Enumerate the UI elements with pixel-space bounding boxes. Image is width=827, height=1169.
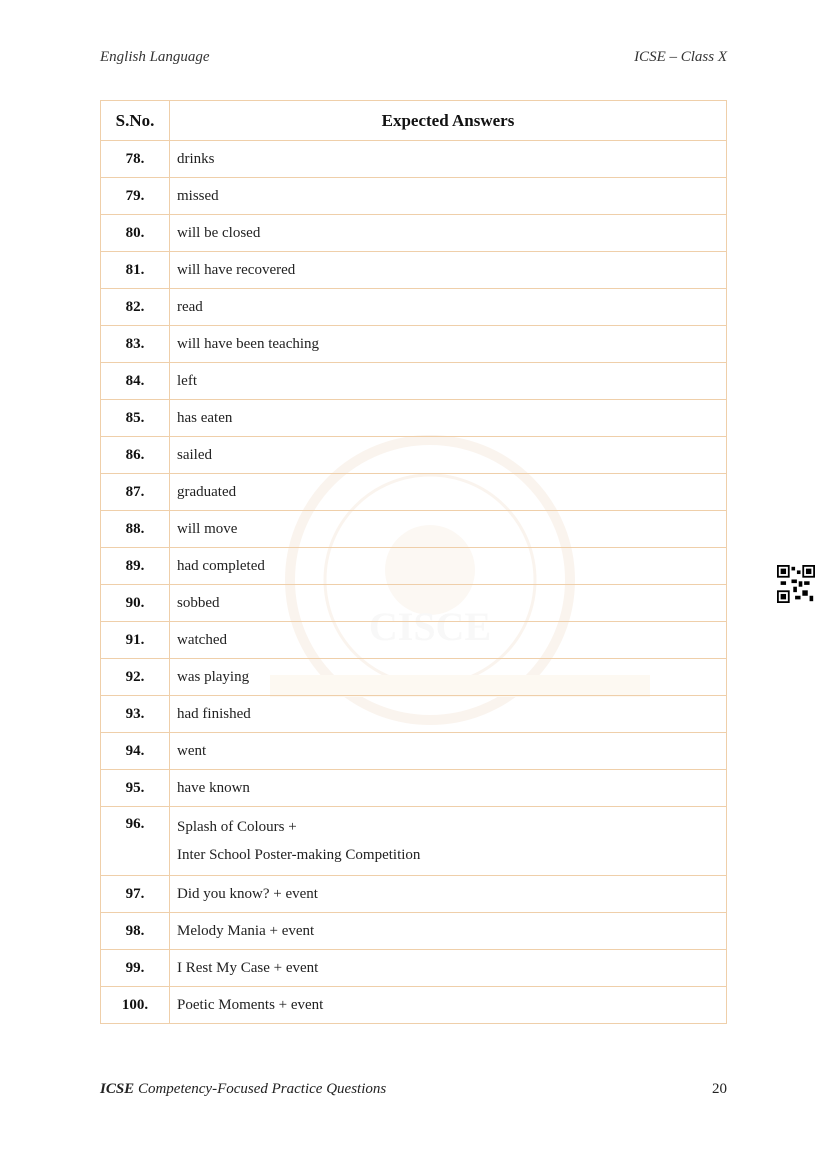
- serial-number: 99.: [101, 950, 170, 987]
- answer-line: will have recovered: [177, 261, 296, 278]
- answers-table: [100, 100, 727, 1024]
- header-subject: English Language: [100, 49, 210, 65]
- expected-answer: [170, 876, 727, 913]
- serial-number: 82.: [101, 289, 170, 326]
- serial-number: 100.: [101, 987, 170, 1024]
- answer-line: sobbed: [177, 594, 220, 611]
- footer-subtitle: Competency-Focused Practice Questions: [134, 1081, 387, 1097]
- expected-answer: [170, 733, 727, 770]
- expected-answer: [170, 511, 727, 548]
- serial-number: 85.: [101, 400, 170, 437]
- serial-number: 91.: [101, 622, 170, 659]
- answer-line: Splash of Colours +: [177, 819, 297, 835]
- table-row: [101, 437, 727, 474]
- expected-answer: [170, 913, 727, 950]
- table-row: [101, 659, 727, 696]
- answer-line: watched: [177, 631, 227, 648]
- table-row: [101, 178, 727, 215]
- answer-line: read: [177, 298, 203, 315]
- expected-answer: [170, 400, 727, 437]
- expected-answer: [170, 659, 727, 696]
- table-header-row: [101, 101, 727, 141]
- table-row: [101, 733, 727, 770]
- watermark-text: CISCE: [368, 604, 492, 649]
- serial-number: 83.: [101, 326, 170, 363]
- serial-number: 87.: [101, 474, 170, 511]
- serial-number: 92.: [101, 659, 170, 696]
- expected-answer: [170, 770, 727, 807]
- expected-answer: [170, 141, 727, 178]
- answer-line: had finished: [177, 705, 251, 722]
- header-class: ICSE – Class X: [634, 49, 727, 65]
- answer-line: missed: [177, 187, 219, 204]
- answer-line: had completed: [177, 557, 265, 574]
- answer-line: was playing: [177, 668, 250, 685]
- table-row: [101, 585, 727, 622]
- answer-line: have known: [177, 779, 250, 796]
- answer-line: sailed: [177, 446, 212, 463]
- expected-answer: [170, 215, 727, 252]
- serial-number: 96.: [101, 807, 170, 876]
- answer-line: has eaten: [177, 409, 233, 426]
- answer-line: Did you know? + event: [177, 885, 318, 902]
- answers-body: [101, 141, 727, 1024]
- page-number: 20: [712, 1081, 727, 1097]
- qr-code-icon: [777, 565, 815, 603]
- table-row: [101, 511, 727, 548]
- answer-line: Poetic Moments + event: [177, 996, 324, 1013]
- serial-number: 78.: [101, 141, 170, 178]
- expected-answer: [170, 437, 727, 474]
- expected-answer: [170, 696, 727, 733]
- serial-number: 80.: [101, 215, 170, 252]
- expected-answer: [170, 363, 727, 400]
- serial-number: 88.: [101, 511, 170, 548]
- column-header-answers: Expected Answers: [170, 101, 727, 141]
- serial-number: 81.: [101, 252, 170, 289]
- serial-number: 94.: [101, 733, 170, 770]
- table-row: [101, 326, 727, 363]
- serial-number: 79.: [101, 178, 170, 215]
- table-row: [101, 950, 727, 987]
- answer-line: will move: [177, 520, 238, 537]
- table-row: [101, 548, 727, 585]
- expected-answer: [170, 326, 727, 363]
- table-row: [101, 252, 727, 289]
- answer-line: left: [177, 372, 197, 389]
- expected-answer: [170, 178, 727, 215]
- answer-line: will be closed: [177, 224, 261, 241]
- table-row: [101, 913, 727, 950]
- table-row: [101, 400, 727, 437]
- expected-answer: [170, 548, 727, 585]
- serial-number: 97.: [101, 876, 170, 913]
- answer-line: went: [177, 742, 207, 759]
- expected-answer: [170, 807, 727, 876]
- answer-line: will have been teaching: [177, 335, 320, 352]
- serial-number: 90.: [101, 585, 170, 622]
- serial-number: 86.: [101, 437, 170, 474]
- expected-answer: [170, 987, 727, 1024]
- answer-line: Melody Mania + event: [177, 922, 315, 939]
- table-row: [101, 696, 727, 733]
- expected-answer: [170, 585, 727, 622]
- answer-line: I Rest My Case + event: [177, 959, 319, 976]
- table-row: [101, 363, 727, 400]
- footer-title: [100, 1081, 386, 1098]
- serial-number: 98.: [101, 913, 170, 950]
- expected-answer: [170, 622, 727, 659]
- table-row: [101, 807, 727, 876]
- expected-answer: [170, 474, 727, 511]
- table-row: [101, 876, 727, 913]
- expected-answer: [170, 289, 727, 326]
- table-row: [101, 141, 727, 178]
- column-header-sno: S.No.: [101, 101, 170, 141]
- answer-line: drinks: [177, 150, 215, 167]
- serial-number: 95.: [101, 770, 170, 807]
- expected-answer: [170, 950, 727, 987]
- expected-answer: [170, 252, 727, 289]
- table-row: [101, 987, 727, 1024]
- answer-line: Inter School Poster-making Competition: [177, 847, 421, 863]
- table-row: [101, 770, 727, 807]
- answer-line: graduated: [177, 483, 237, 500]
- serial-number: 84.: [101, 363, 170, 400]
- serial-number: 89.: [101, 548, 170, 585]
- table-row: [101, 215, 727, 252]
- footer-brand: ICSE: [100, 1081, 135, 1097]
- table-row: [101, 622, 727, 659]
- serial-number: 93.: [101, 696, 170, 733]
- table-row: [101, 474, 727, 511]
- table-row: [101, 289, 727, 326]
